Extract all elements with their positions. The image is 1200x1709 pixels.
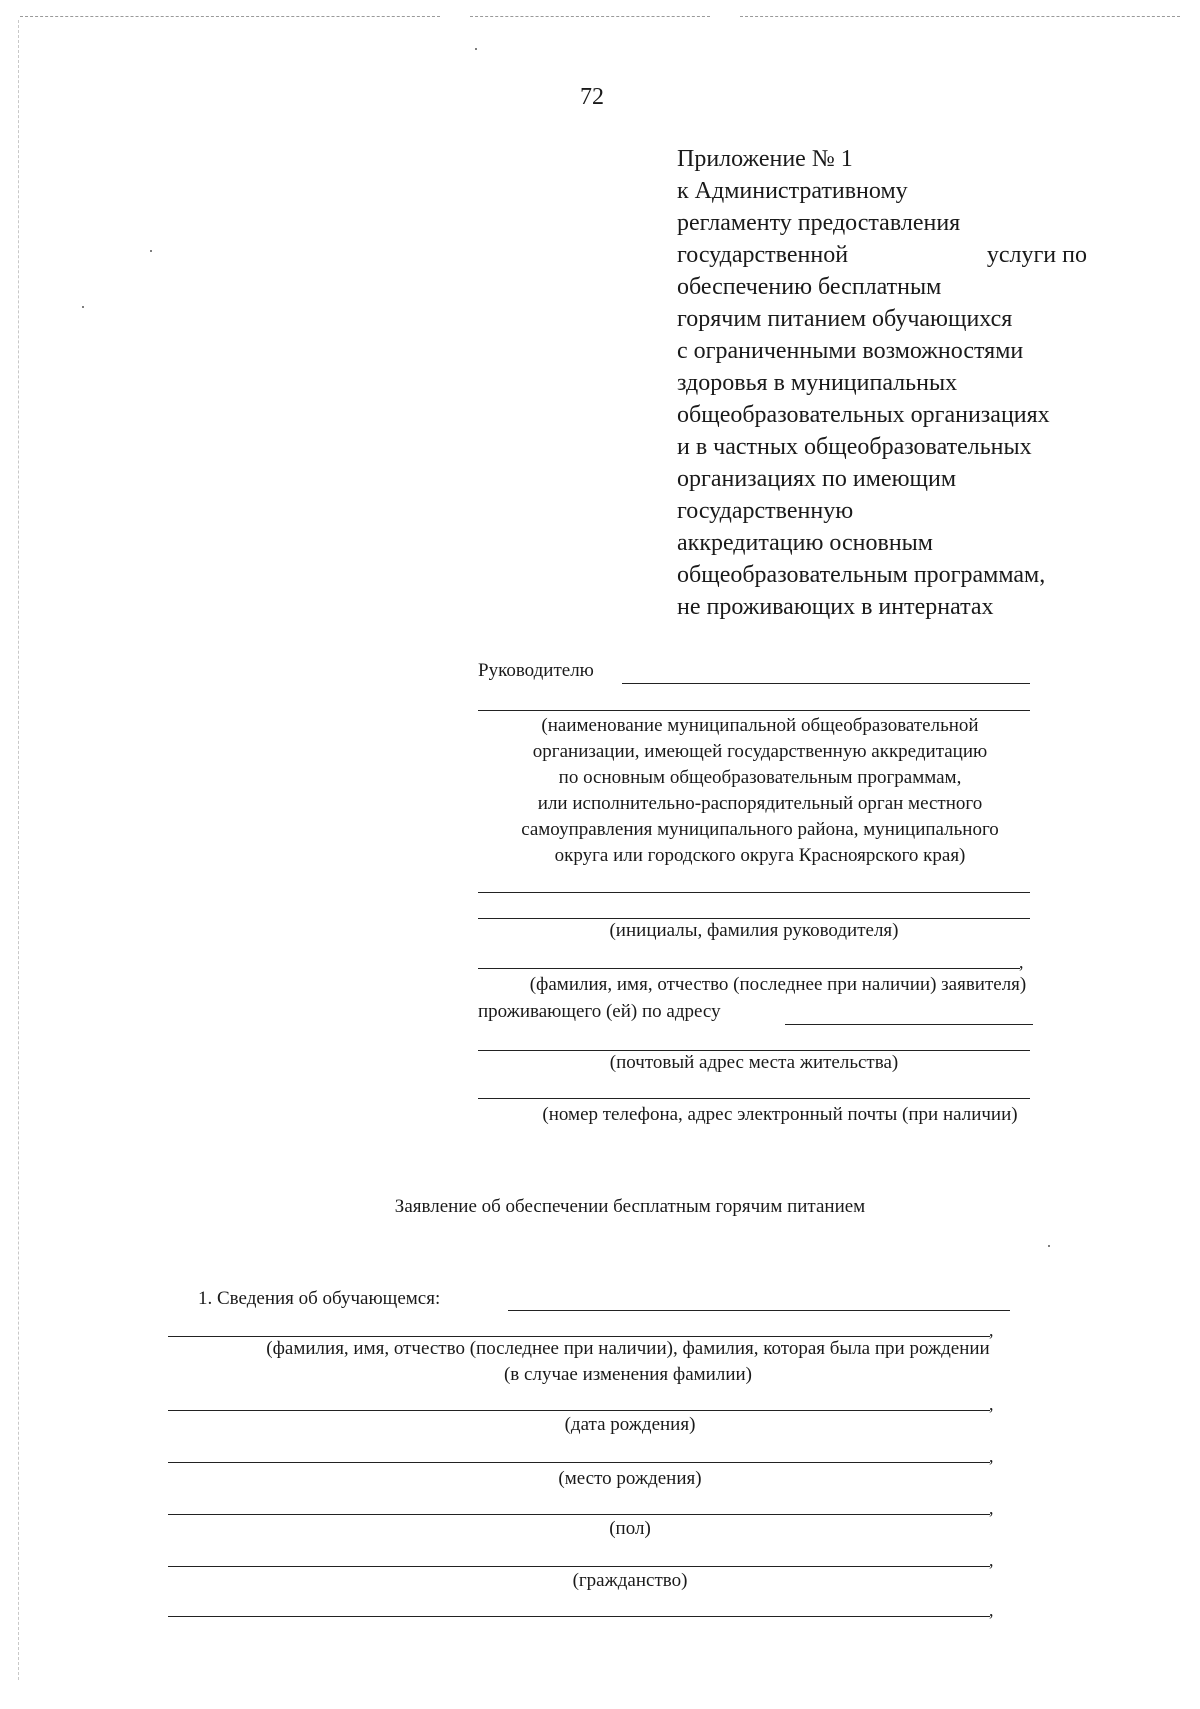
postal-address-caption: (почтовый адрес места жительства) [609, 1052, 899, 1073]
sex-field[interactable] [168, 1514, 990, 1515]
appendix-line [677, 239, 1087, 271]
comma: , [989, 1550, 994, 1570]
caption-line: (наименование муниципальной общеобразовательной [541, 715, 979, 736]
caption-line: организации, имеющей государственную аккредитацию [532, 741, 988, 762]
applicant-caption: (фамилия, имя, отчество (последнее при наличии) заявителя) [529, 974, 1027, 995]
comma: , [989, 1394, 994, 1414]
appendix-line: здоровья в муниципальных [677, 370, 958, 396]
address-field-2[interactable] [478, 1050, 1030, 1051]
scan-speck [82, 306, 84, 308]
head-name-caption: (инициалы, фамилия руководителя) [609, 920, 899, 941]
comma: , [989, 1600, 994, 1620]
caption-line: самоуправления муниципального района, муниципального [521, 819, 999, 840]
appendix-line: к Административному [677, 178, 908, 204]
section1-label: 1. Сведения об обучающемся: [198, 1288, 441, 1309]
applicant-name-field[interactable] [478, 968, 1020, 969]
citizenship-caption: (гражданство) [572, 1570, 688, 1591]
org-name-caption [470, 713, 1050, 869]
citizenship-field[interactable] [168, 1566, 990, 1567]
appendix-line: и в частных общеобразовательных [677, 434, 1032, 460]
appendix-line: регламенту предоставления [677, 210, 961, 236]
address-field[interactable] [785, 1024, 1033, 1025]
birth-place-caption: (место рождения) [558, 1468, 702, 1489]
birth-place-field[interactable] [168, 1462, 990, 1463]
comma: , [989, 1320, 994, 1340]
scan-speck [475, 48, 477, 50]
address-label: проживающего (ей) по адресу [478, 1001, 721, 1022]
head-position-field[interactable] [622, 683, 1030, 684]
contact-caption: (номер телефона, адрес электронный почты (при наличии) [542, 1104, 1018, 1125]
comma: , [989, 1498, 994, 1518]
appendix-line: с ограниченными возможностями [677, 338, 1024, 364]
caption-line: по основным общеобразовательным программам, [558, 767, 962, 788]
scan-edge-top-right [740, 16, 1180, 17]
appendix-line: государственную [677, 498, 854, 524]
appendix-header [677, 143, 1137, 623]
scan-speck [150, 250, 152, 252]
comma: , [1019, 952, 1024, 972]
page-number: 72 [580, 84, 604, 110]
appendix-line: горячим питанием обучающихся [677, 306, 1013, 332]
student-info-field[interactable] [508, 1310, 1010, 1311]
org-name-field[interactable] [478, 710, 1030, 711]
student-name-field[interactable] [168, 1336, 990, 1337]
scan-edge-top-left [20, 16, 440, 17]
appendix-line: общеобразовательных организациях [677, 402, 1050, 428]
document-title: Заявление об обеспечении бесплатным горячим питанием [394, 1196, 866, 1217]
student-name-caption-2: (в случае изменения фамилии) [503, 1364, 752, 1385]
birth-date-field[interactable] [168, 1410, 990, 1411]
head-label: Руководителю [478, 660, 594, 681]
next-field[interactable] [168, 1616, 990, 1617]
appendix-line: обеспечению бесплатным [677, 274, 942, 300]
contact-field[interactable] [478, 1098, 1030, 1099]
appendix-line: аккредитацию основным [677, 530, 933, 556]
scan-speck [1048, 1245, 1050, 1247]
head-name-field-2[interactable] [478, 918, 1030, 919]
sex-caption: (пол) [609, 1518, 651, 1539]
scan-edge-left [18, 20, 19, 1680]
appendix-line: не проживающих в интернатах [677, 594, 994, 620]
comma: , [989, 1446, 994, 1466]
scan-edge-top-middle [470, 16, 710, 17]
appendix-line-right: услуги по [986, 242, 1087, 268]
head-name-field[interactable] [478, 892, 1030, 893]
appendix-line: общеобразовательным программам, [677, 562, 1046, 588]
caption-line: или исполнительно-распорядительный орган местного [537, 793, 983, 814]
appendix-line: организациях по имеющим [677, 466, 957, 492]
appendix-line: Приложение № 1 [677, 146, 853, 172]
caption-line: округа или городского округа Красноярского края) [554, 845, 966, 866]
appendix-line-left: государственной [677, 242, 849, 268]
birth-date-caption: (дата рождения) [564, 1414, 696, 1435]
student-name-caption: (фамилия, имя, отчество (последнее при наличии), фамилия, которая была при рождении [266, 1338, 990, 1359]
